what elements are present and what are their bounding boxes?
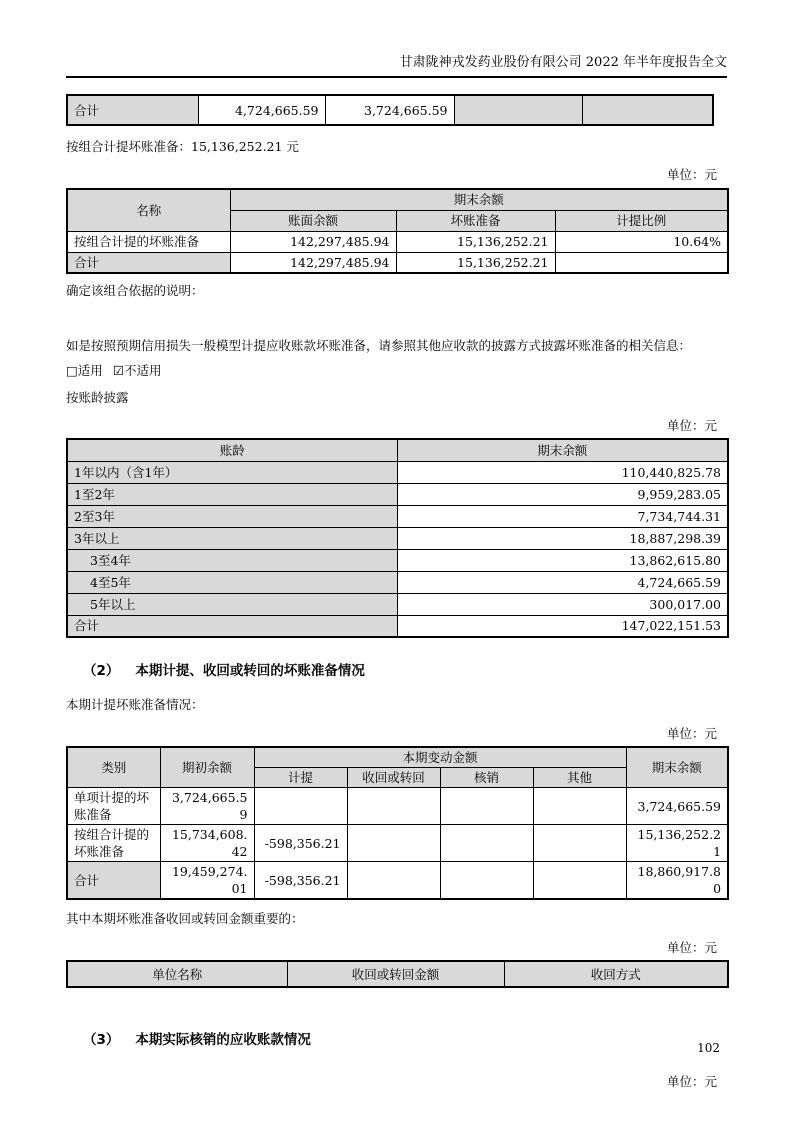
total-row-balance: 4,724,665.59: [198, 95, 325, 125]
row-recovered: [347, 825, 440, 862]
section-number: （3）: [83, 1032, 120, 1048]
table-row: [67, 483, 728, 505]
portfolio-provision-table: [66, 188, 729, 274]
col-header-written-off: 核销: [440, 768, 533, 788]
aging-value: 300,017.00: [397, 593, 728, 615]
aging-label: 2至3年: [67, 505, 397, 527]
row-ratio: 10.64%: [555, 231, 728, 252]
col-header-change-group: 本期变动金额: [254, 747, 626, 768]
col-header-opening: 期初余额: [160, 747, 254, 788]
table-row: [67, 593, 728, 615]
row-provision: -598,356.21: [254, 825, 347, 862]
col-header-aging: 账龄: [67, 439, 397, 461]
row-written-off: [440, 825, 533, 862]
table-row: [67, 549, 728, 571]
document-title: 甘肃陇神戎发药业股份有限公司 2022 年半年度报告全文: [399, 55, 727, 70]
section-2-intro: 本期计提坏账准备情况：: [66, 697, 204, 712]
row-other: [533, 862, 626, 900]
unit-label: 单位：元: [666, 167, 717, 182]
row-name: 按组合计提的坏账准备: [67, 231, 230, 252]
row-opening: 19,459,274.01: [160, 862, 254, 900]
aging-value: 9,959,283.05: [397, 483, 728, 505]
table-row: [67, 527, 728, 549]
total-row-empty-2: [582, 95, 713, 125]
provision-change-table: [66, 746, 729, 900]
row-written-off: [440, 788, 533, 825]
aging-value: 110,440,825.78: [397, 461, 728, 483]
individual-provision-total-table: [66, 94, 714, 126]
table-total-row: [67, 615, 728, 637]
col-header-closing: 期末余额: [626, 747, 728, 788]
applicability-line: [66, 361, 727, 379]
row-provision: -598,356.21: [254, 862, 347, 900]
row-opening: 3,724,665.59: [160, 788, 254, 825]
aging-label: 3至4年: [67, 549, 397, 571]
aging-label: 3年以上: [67, 527, 397, 549]
table-row: [67, 825, 728, 862]
col-header-ratio: 计提比例: [555, 210, 728, 231]
basis-note: 确定该组合依据的说明：: [66, 283, 204, 298]
aging-value: 13,862,615.80: [397, 549, 728, 571]
aging-value: 147,022,151.53: [397, 615, 728, 637]
aging-label: 1年以内（含1年）: [67, 461, 397, 483]
col-header-method: 收回方式: [504, 961, 728, 987]
table-row: [67, 231, 728, 252]
row-bad-debt: 15,136,252.21: [396, 231, 555, 252]
total-row-label: 合计: [67, 95, 198, 125]
group-provision-note: 按组合计提坏账准备：15,136,252.21 元: [66, 139, 299, 154]
aging-label: 1至2年: [67, 483, 397, 505]
aging-label: 4至5年: [67, 571, 397, 593]
table-row: [67, 571, 728, 593]
aging-note: 按账龄披露: [66, 390, 129, 405]
row-book-balance: 142,297,485.94: [230, 231, 396, 252]
table-header-row: [67, 747, 728, 768]
row-category: 单项计提的坏账准备: [67, 788, 160, 825]
aging-value: 4,724,665.59: [397, 571, 728, 593]
unit-label: 单位：元: [666, 1074, 717, 1089]
table-header-row: [67, 439, 728, 461]
table-header-row: [67, 189, 728, 210]
checkbox-applicable: □适用: [66, 363, 103, 378]
section-title: 本期实际核销的应收账款情况: [135, 1032, 311, 1048]
table-total-row: [67, 862, 728, 900]
table-row: [67, 788, 728, 825]
ecl-paragraph: 如是按照预期信用损失一般模型计提应收账款坏账准备，请参照其他应收款的披露方式披露坏账准备的相关信息：: [66, 338, 692, 353]
col-header-unit-name: 单位名称: [67, 961, 287, 987]
unit-label: 单位：元: [666, 726, 717, 741]
table-row: [67, 505, 728, 527]
section-title: 本期计提、收回或转回的坏账准备情况: [135, 663, 365, 679]
row-recovered: [347, 788, 440, 825]
document-header: [66, 0, 727, 78]
table-row: [67, 461, 728, 483]
table-row: [67, 95, 713, 125]
row-book-balance: 142,297,485.94: [230, 252, 396, 273]
col-header-provision: 计提: [254, 768, 347, 788]
col-header-amount: 收回或转回金额: [287, 961, 504, 987]
row-recovered: [347, 862, 440, 900]
total-row-empty-1: [454, 95, 582, 125]
section-2-heading: [83, 659, 727, 679]
total-row-provision: 3,724,665.59: [325, 95, 454, 125]
recovery-table: [66, 960, 729, 988]
row-category: 按组合计提的坏账准备: [67, 825, 160, 862]
row-written-off: [440, 862, 533, 900]
section-number: （2）: [83, 663, 120, 679]
recovery-note: 其中本期坏账准备收回或转回金额重要的：: [66, 911, 304, 926]
table-header-row: [67, 961, 728, 987]
aging-value: 7,734,744.31: [397, 505, 728, 527]
row-opening: 15,734,608.42: [160, 825, 254, 862]
col-header-category: 类别: [67, 747, 160, 788]
col-header-book-balance: 账面余额: [230, 210, 396, 231]
aging-label: 5年以上: [67, 593, 397, 615]
col-header-period-end: 期末余额: [230, 189, 728, 210]
row-closing: 18,860,917.80: [626, 862, 728, 900]
page-content: [66, 0, 727, 1090]
page-number: 102: [697, 1041, 720, 1055]
col-header-recovered: 收回或转回: [347, 768, 440, 788]
row-closing: 15,136,252.21: [626, 825, 728, 862]
aging-value: 18,887,298.39: [397, 527, 728, 549]
aging-label: 合计: [67, 615, 397, 637]
col-header-balance: 期末余额: [397, 439, 728, 461]
row-name: 合计: [67, 252, 230, 273]
row-other: [533, 788, 626, 825]
row-category: 合计: [67, 862, 160, 900]
col-header-name: 名称: [67, 189, 230, 231]
col-header-bad-debt: 坏账准备: [396, 210, 555, 231]
row-bad-debt: 15,136,252.21: [396, 252, 555, 273]
aging-table: [66, 438, 729, 638]
table-total-row: [67, 252, 728, 273]
unit-label: 单位：元: [666, 940, 717, 955]
row-other: [533, 825, 626, 862]
col-header-other: 其他: [533, 768, 626, 788]
section-3-heading: [83, 1028, 727, 1048]
checkbox-not-applicable: ☑不适用: [112, 363, 162, 378]
row-provision: [254, 788, 347, 825]
unit-label: 单位：元: [666, 418, 717, 433]
row-closing: 3,724,665.59: [626, 788, 728, 825]
row-ratio: [555, 252, 728, 273]
